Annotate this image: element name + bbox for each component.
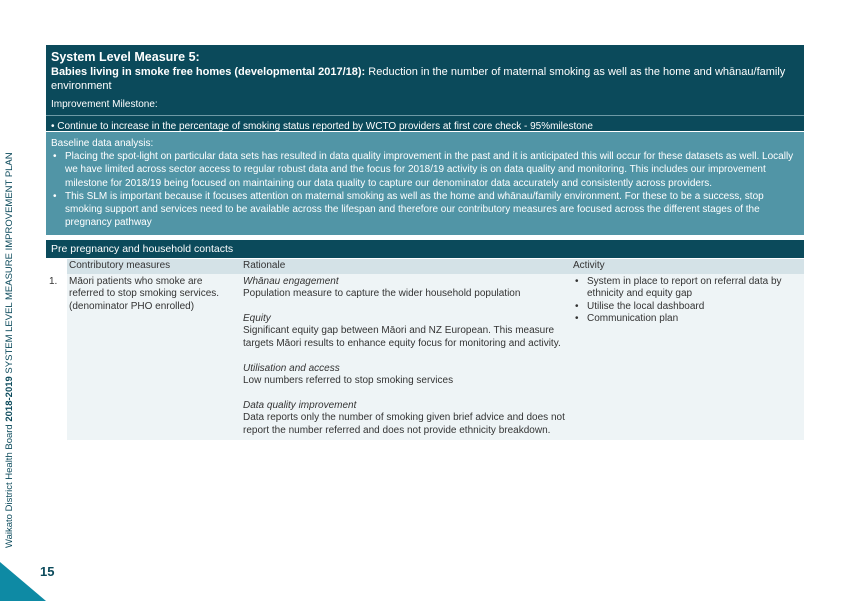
rationale-heading: Data quality improvement: [243, 399, 357, 411]
milestone-text: • Continue to increase in the percentage of smoking status reported by WCTO providers at first core check - 95%milestone: [51, 121, 593, 132]
activity-item: • System in place to report on referral data by ethnicity and equity gap: [573, 276, 802, 301]
table-row: [46, 274, 804, 440]
column-header: Rationale: [241, 259, 571, 274]
rationale-heading: Whānau engagement: [243, 275, 339, 287]
column-header: Contributory measures: [67, 259, 241, 274]
milestone-label: Improvement Milestone:: [51, 99, 158, 110]
table-header-row: [46, 259, 804, 274]
measure-header: [46, 45, 804, 131]
baseline-label: Baseline data analysis:: [51, 138, 154, 149]
sidebar-document-title: [4, 152, 15, 548]
measure-subtitle-rest: Reduction in the number of maternal smoking as well as the home and whānau/family environment: [51, 66, 786, 92]
rationale-text: Population measure to capture the wider household population: [243, 288, 521, 300]
header-divider: [46, 115, 804, 116]
measure-subtitle-bold: Babies living in smoke free homes (developmental 2017/18):: [51, 66, 366, 78]
rationale-text: Data reports only the number of smoking given brief advice and does not report the number referred and does not provide ethnicity breakdown.: [243, 412, 565, 436]
measure-subtitle: [51, 65, 799, 93]
activity-list: [573, 276, 802, 326]
number-column-header: [46, 259, 67, 274]
rationale-text: Low numbers referred to stop smoking services: [243, 375, 454, 387]
page-number: 15: [40, 564, 55, 579]
rationale-cell: [241, 274, 571, 440]
baseline-analysis: [46, 132, 804, 235]
baseline-list: [51, 150, 799, 229]
contributory-measure: Māori patients who smoke are referred to stop smoking services. (denominator PHO enrolled): [67, 274, 241, 440]
sidebar-plan: SYSTEM LEVEL MEASURE IMPROVEMENT PLAN: [4, 152, 15, 374]
baseline-bullet: • This SLM is important because it focuses attention on maternal smoking as well as the home and whānau/family environment. For these to be a success, stop smoking support and services need to be available across the lifespan and therefore our contributory measures are focused across the different stages of the pregnancy pathway: [51, 190, 799, 230]
activity-item: • Communication plan: [573, 313, 802, 326]
baseline-bullet: • Placing the spot-light on particular data sets has resulted in data quality improvement in the past and it is anticipated this will occur for these datasets as well. Locally we have limited across sector access to regular robust data and the focus for 2018/19 activity is on data quality and monitoring. This includes our improvement milestone for 2018/19 being focused on maintaining our data quality to capture our denominator data accurately and consistently across providers.: [51, 150, 799, 190]
activity-item: • Utilise the local dashboard: [573, 301, 802, 314]
column-header: Activity: [571, 259, 804, 274]
activity-cell: [571, 274, 804, 440]
rationale-text: Significant equity gap between Māori and NZ European. This measure targets Māori results to enhance equity focus for monitoring and activity.: [243, 325, 561, 349]
rationale-heading: Equity: [243, 312, 271, 324]
measure-title: System Level Measure 5:: [51, 50, 200, 64]
sidebar-org: Waikato District Health Board: [4, 424, 15, 548]
sidebar-years: 2018-2019: [4, 376, 15, 422]
rationale-heading: Utilisation and access: [243, 362, 340, 374]
row-number: 1.: [46, 274, 67, 440]
section-title: Pre pregnancy and household contacts: [46, 240, 804, 258]
measures-table: [46, 259, 804, 440]
